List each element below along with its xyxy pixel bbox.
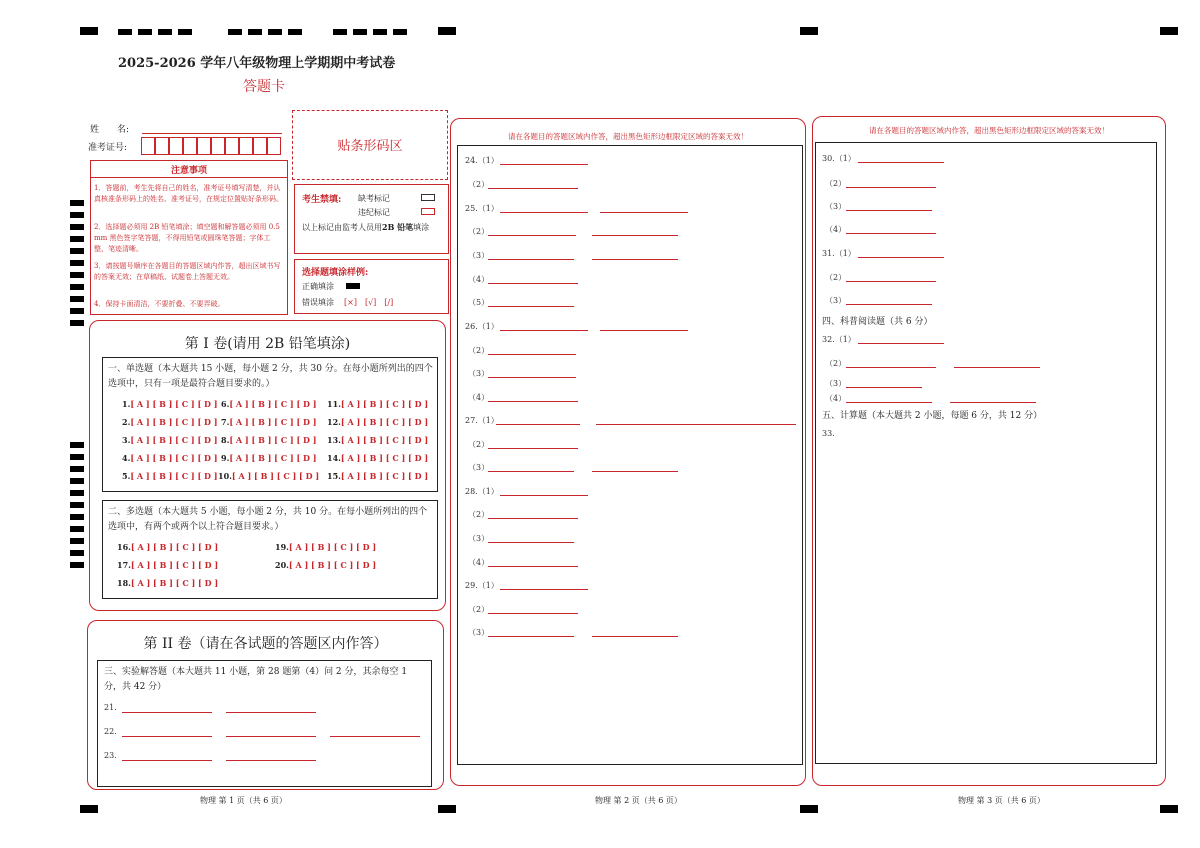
answer-line[interactable] xyxy=(488,259,574,260)
page2-answer-frame xyxy=(457,145,803,765)
answer-line[interactable] xyxy=(500,589,588,590)
part2-title: 第 II 卷（请在各试题的答题区内作答） xyxy=(143,636,388,652)
registration-mark xyxy=(1160,805,1178,813)
choice-row[interactable]: 11.[ A ] [ B ] [ C ] [ D ] xyxy=(327,399,429,409)
notice-heading: 注意事项 xyxy=(170,166,207,176)
choice-row[interactable]: 8.[ A ] [ B ] [ C ] [ D ] xyxy=(221,435,317,445)
registration-mark xyxy=(118,29,132,35)
choice-row[interactable]: 7.[ A ] [ B ] [ C ] [ D ] xyxy=(221,417,317,427)
correct-fill-sample xyxy=(346,283,360,289)
barcode-label: 贴条形码区 xyxy=(337,139,403,154)
answer-line[interactable] xyxy=(596,424,796,425)
question-27-3: （3） xyxy=(468,463,490,472)
sample-heading: 选择题填涂样例: xyxy=(302,268,369,278)
choice-row[interactable]: 10.[ A ] [ B ] [ C ] [ D ] xyxy=(218,471,320,481)
answer-line[interactable] xyxy=(500,495,588,496)
answer-line[interactable] xyxy=(488,471,574,472)
notice-item-2: 2．选择题必须用 2B 铅笔填涂；填空题和解答题必须用 0.5 mm 黑色签字笔答题，不得用铅笔或圆珠笔答题；字体工整、笔迹清晰。 xyxy=(94,223,280,253)
answer-line[interactable] xyxy=(600,212,688,213)
question-28: 28.（1） xyxy=(465,487,499,496)
answer-line[interactable] xyxy=(488,377,576,378)
name-label: 姓 名: xyxy=(90,125,130,135)
answer-line[interactable] xyxy=(592,259,678,260)
registration-mark xyxy=(438,27,456,35)
registration-mark xyxy=(288,29,302,35)
answer-line[interactable] xyxy=(488,636,574,637)
answer-line[interactable] xyxy=(226,760,316,761)
answer-line[interactable] xyxy=(488,401,578,402)
question-24-2: （2） xyxy=(468,180,490,189)
answer-line[interactable] xyxy=(122,736,212,737)
registration-mark xyxy=(248,29,262,35)
answer-line[interactable] xyxy=(846,402,932,403)
answer-line[interactable] xyxy=(488,542,574,543)
choice-row[interactable]: 6.[ A ] [ B ] [ C ] [ D ] xyxy=(221,399,317,409)
answer-line[interactable] xyxy=(846,187,936,188)
choice-row[interactable]: 19.[ A ] [ B ] [ C ] [ D ] xyxy=(275,542,377,552)
question-28-2: （2） xyxy=(468,510,490,519)
prohibit-label: 考生禁填: xyxy=(302,195,342,205)
answer-line[interactable] xyxy=(488,306,574,307)
registration-mark xyxy=(80,805,98,813)
choice-row[interactable]: 9.[ A ] [ B ] [ C ] [ D ] xyxy=(221,453,317,463)
question-29: 29.（1） xyxy=(465,581,499,590)
registration-mark xyxy=(438,805,456,813)
notice-item-1: 1．答题前，考生先将自己的姓名，准考证号填写清楚，并认真核准条形码上的姓名、准考证号，在规定位置贴好条形码。 xyxy=(94,184,283,203)
exam-title: 2025-2026 学年八年级物理上学期期中考试卷 xyxy=(118,56,396,71)
question-31: 31.（1） xyxy=(822,249,856,258)
section1-text: 一、单选题（本大题共 15 小题，每小题 2 分，共 30 分。在每小题所列出的四个选项中，只有一项是最符合题目要求的。） xyxy=(108,364,433,389)
page2-warning: 请在各题目的答题区域内作答，超出黑色矩形边框限定区域的答案无效！ xyxy=(508,132,748,141)
answer-line[interactable] xyxy=(488,354,576,355)
question-26-2: （2） xyxy=(468,346,490,355)
question-28-3: （3） xyxy=(468,534,490,543)
question-25-5: （5） xyxy=(468,298,490,307)
question-26: 26.（1） xyxy=(465,322,499,331)
answer-line[interactable] xyxy=(592,235,678,236)
violation-mark-label: 违纪标记 xyxy=(358,208,390,217)
answer-line[interactable] xyxy=(488,188,578,189)
registration-mark xyxy=(178,29,192,35)
registration-mark xyxy=(393,29,407,35)
question-23: 23. xyxy=(104,751,117,760)
page3-answer-frame xyxy=(815,142,1157,764)
answer-line[interactable] xyxy=(488,448,578,449)
question-21: 21. xyxy=(104,703,117,712)
question-25-3: （3） xyxy=(468,251,490,260)
answer-line[interactable] xyxy=(488,283,578,284)
registration-mark xyxy=(800,27,818,35)
answer-line[interactable] xyxy=(846,387,922,388)
section4-heading: 四、科普阅读题（共 6 分） xyxy=(822,317,933,327)
question-27: 27.（1） xyxy=(465,416,499,425)
registration-mark xyxy=(373,29,387,35)
question-32-4: （4） xyxy=(825,394,847,403)
answer-line[interactable] xyxy=(858,343,944,344)
question-33: 33. xyxy=(822,429,835,438)
question-32-2: （2） xyxy=(825,359,847,368)
question-25-2: （2） xyxy=(468,227,490,236)
answer-line[interactable] xyxy=(122,760,212,761)
answer-line[interactable] xyxy=(846,367,936,368)
answer-line[interactable] xyxy=(858,257,944,258)
choice-row[interactable]: 1.[ A ] [ B ] [ C ] [ D ] xyxy=(122,399,218,409)
answer-line[interactable] xyxy=(226,736,316,737)
part1-title: 第 I 卷(请用 2B 铅笔填涂) xyxy=(184,336,351,352)
choice-row[interactable]: 15.[ A ] [ B ] [ C ] [ D ] xyxy=(327,471,429,481)
choice-row[interactable]: 3.[ A ] [ B ] [ C ] [ D ] xyxy=(122,435,218,445)
question-28-4: （4） xyxy=(468,558,490,567)
correct-fill-label: 正确填涂 xyxy=(302,282,334,291)
registration-mark xyxy=(80,27,98,35)
question-30-2: （2） xyxy=(825,179,847,188)
answer-line[interactable] xyxy=(488,235,576,236)
answer-line[interactable] xyxy=(488,518,578,519)
barcode-area xyxy=(292,110,448,180)
answer-line[interactable] xyxy=(846,281,936,282)
question-24: 24.（1） xyxy=(465,156,499,165)
section2-text: 二、多选题（本大题共 5 小题，每小题 2 分，共 10 分。在每小题所列出的四个选项中，有两个或两个以上符合题目要求。） xyxy=(108,507,428,532)
choice-row[interactable]: 16.[ A ] [ B ] [ C ] [ D ] xyxy=(117,542,219,552)
answer-line[interactable] xyxy=(488,613,578,614)
question-27-2: （2） xyxy=(468,440,490,449)
registration-mark xyxy=(1160,27,1178,35)
registration-mark xyxy=(800,805,818,813)
question-26-3: （3） xyxy=(468,369,490,378)
answer-line[interactable] xyxy=(500,164,588,165)
question-31-3: （3） xyxy=(825,296,847,305)
choice-row[interactable]: 2.[ A ] [ B ] [ C ] [ D ] xyxy=(122,417,218,427)
absent-mark-label: 缺考标记 xyxy=(358,194,390,203)
answer-line[interactable] xyxy=(330,736,420,737)
notice-item-3: 3．请按题号顺序在各题目的答题区域内作答，超出区域书写的答案无效；在草稿纸、试题卷上答题无效。 xyxy=(94,262,281,281)
answer-line[interactable] xyxy=(858,162,944,163)
name-field[interactable] xyxy=(142,133,282,134)
answer-line[interactable] xyxy=(500,330,588,331)
wrong-fill-label: 错误填涂 xyxy=(302,298,334,307)
answer-line[interactable] xyxy=(846,210,932,211)
question-30: 30.（1） xyxy=(822,154,856,163)
page-footer-2: 物理 第 2 页（共 6 页） xyxy=(595,796,682,805)
question-31-2: （2） xyxy=(825,273,847,282)
registration-mark xyxy=(138,29,152,35)
answer-line[interactable] xyxy=(950,402,1036,403)
registration-mark xyxy=(333,29,347,35)
question-29-3: （3） xyxy=(468,628,490,637)
notice-item-4: 4．保持卡面清洁，不要折叠、不要弄破。 xyxy=(94,300,225,308)
choice-row[interactable]: 5.[ A ] [ B ] [ C ] [ D ] xyxy=(122,471,218,481)
registration-mark xyxy=(268,29,282,35)
question-32-3: （3） xyxy=(825,379,847,388)
absent-mark-box[interactable] xyxy=(421,194,435,201)
registration-mark xyxy=(158,29,172,35)
section3-text: 三、实验解答题（本大题共 11 小题，第 28 题第（4）问 2 分，其余每空 1 分，共 42 分） xyxy=(104,667,408,692)
prohibit-note: 以上标记由监考人员用2B 铅笔填涂 xyxy=(302,222,430,232)
registration-mark xyxy=(353,29,367,35)
answer-line[interactable] xyxy=(496,424,580,425)
choice-row[interactable]: 20.[ A ] [ B ] [ C ] [ D ] xyxy=(275,560,377,570)
answer-line[interactable] xyxy=(600,330,688,331)
question-22: 22. xyxy=(104,727,117,736)
question-30-3: （3） xyxy=(825,202,847,211)
answer-line[interactable] xyxy=(226,712,316,713)
question-25: 25.（1） xyxy=(465,204,499,213)
question-26-4: （4） xyxy=(468,393,490,402)
page-footer-3: 物理 第 3 页（共 6 页） xyxy=(958,796,1045,805)
page3-warning: 请在各题目的答题区域内作答，超出黑色矩形边框限定区域的答案无效！ xyxy=(869,126,1109,135)
choice-row[interactable]: 17.[ A ] [ B ] [ C ] [ D ] xyxy=(117,560,219,570)
choice-row[interactable]: 13.[ A ] [ B ] [ C ] [ D ] xyxy=(327,435,429,445)
answer-line[interactable] xyxy=(500,212,588,213)
answer-line[interactable] xyxy=(954,367,1040,368)
wrong-fill-samples: [×] [√] [/] xyxy=(344,298,394,307)
answer-line[interactable] xyxy=(846,304,932,305)
choice-row[interactable]: 4.[ A ] [ B ] [ C ] [ D ] xyxy=(122,453,218,463)
choice-row[interactable]: 14.[ A ] [ B ] [ C ] [ D ] xyxy=(327,453,429,463)
section5-heading: 五、计算题（本大题共 2 小题，每题 6 分，共 12 分） xyxy=(822,411,1043,421)
violation-mark-box[interactable] xyxy=(421,208,435,215)
choice-row[interactable]: 12.[ A ] [ B ] [ C ] [ D ] xyxy=(327,417,429,427)
choice-row[interactable]: 18.[ A ] [ B ] [ C ] [ D ] xyxy=(117,578,219,588)
question-30-4: （4） xyxy=(825,225,847,234)
answer-line[interactable] xyxy=(592,636,678,637)
question-32: 32.（1） xyxy=(822,335,856,344)
answer-line[interactable] xyxy=(488,566,578,567)
question-29-2: （2） xyxy=(468,605,490,614)
answer-line[interactable] xyxy=(122,712,212,713)
answer-line[interactable] xyxy=(592,471,678,472)
exam-id-label: 准考证号: xyxy=(88,143,128,153)
registration-mark xyxy=(228,29,242,35)
answer-card-label: 答题卡 xyxy=(243,79,285,95)
question-25-4: （4） xyxy=(468,275,490,284)
answer-line[interactable] xyxy=(846,233,936,234)
page-footer-1: 物理 第 1 页（共 6 页） xyxy=(200,796,287,805)
